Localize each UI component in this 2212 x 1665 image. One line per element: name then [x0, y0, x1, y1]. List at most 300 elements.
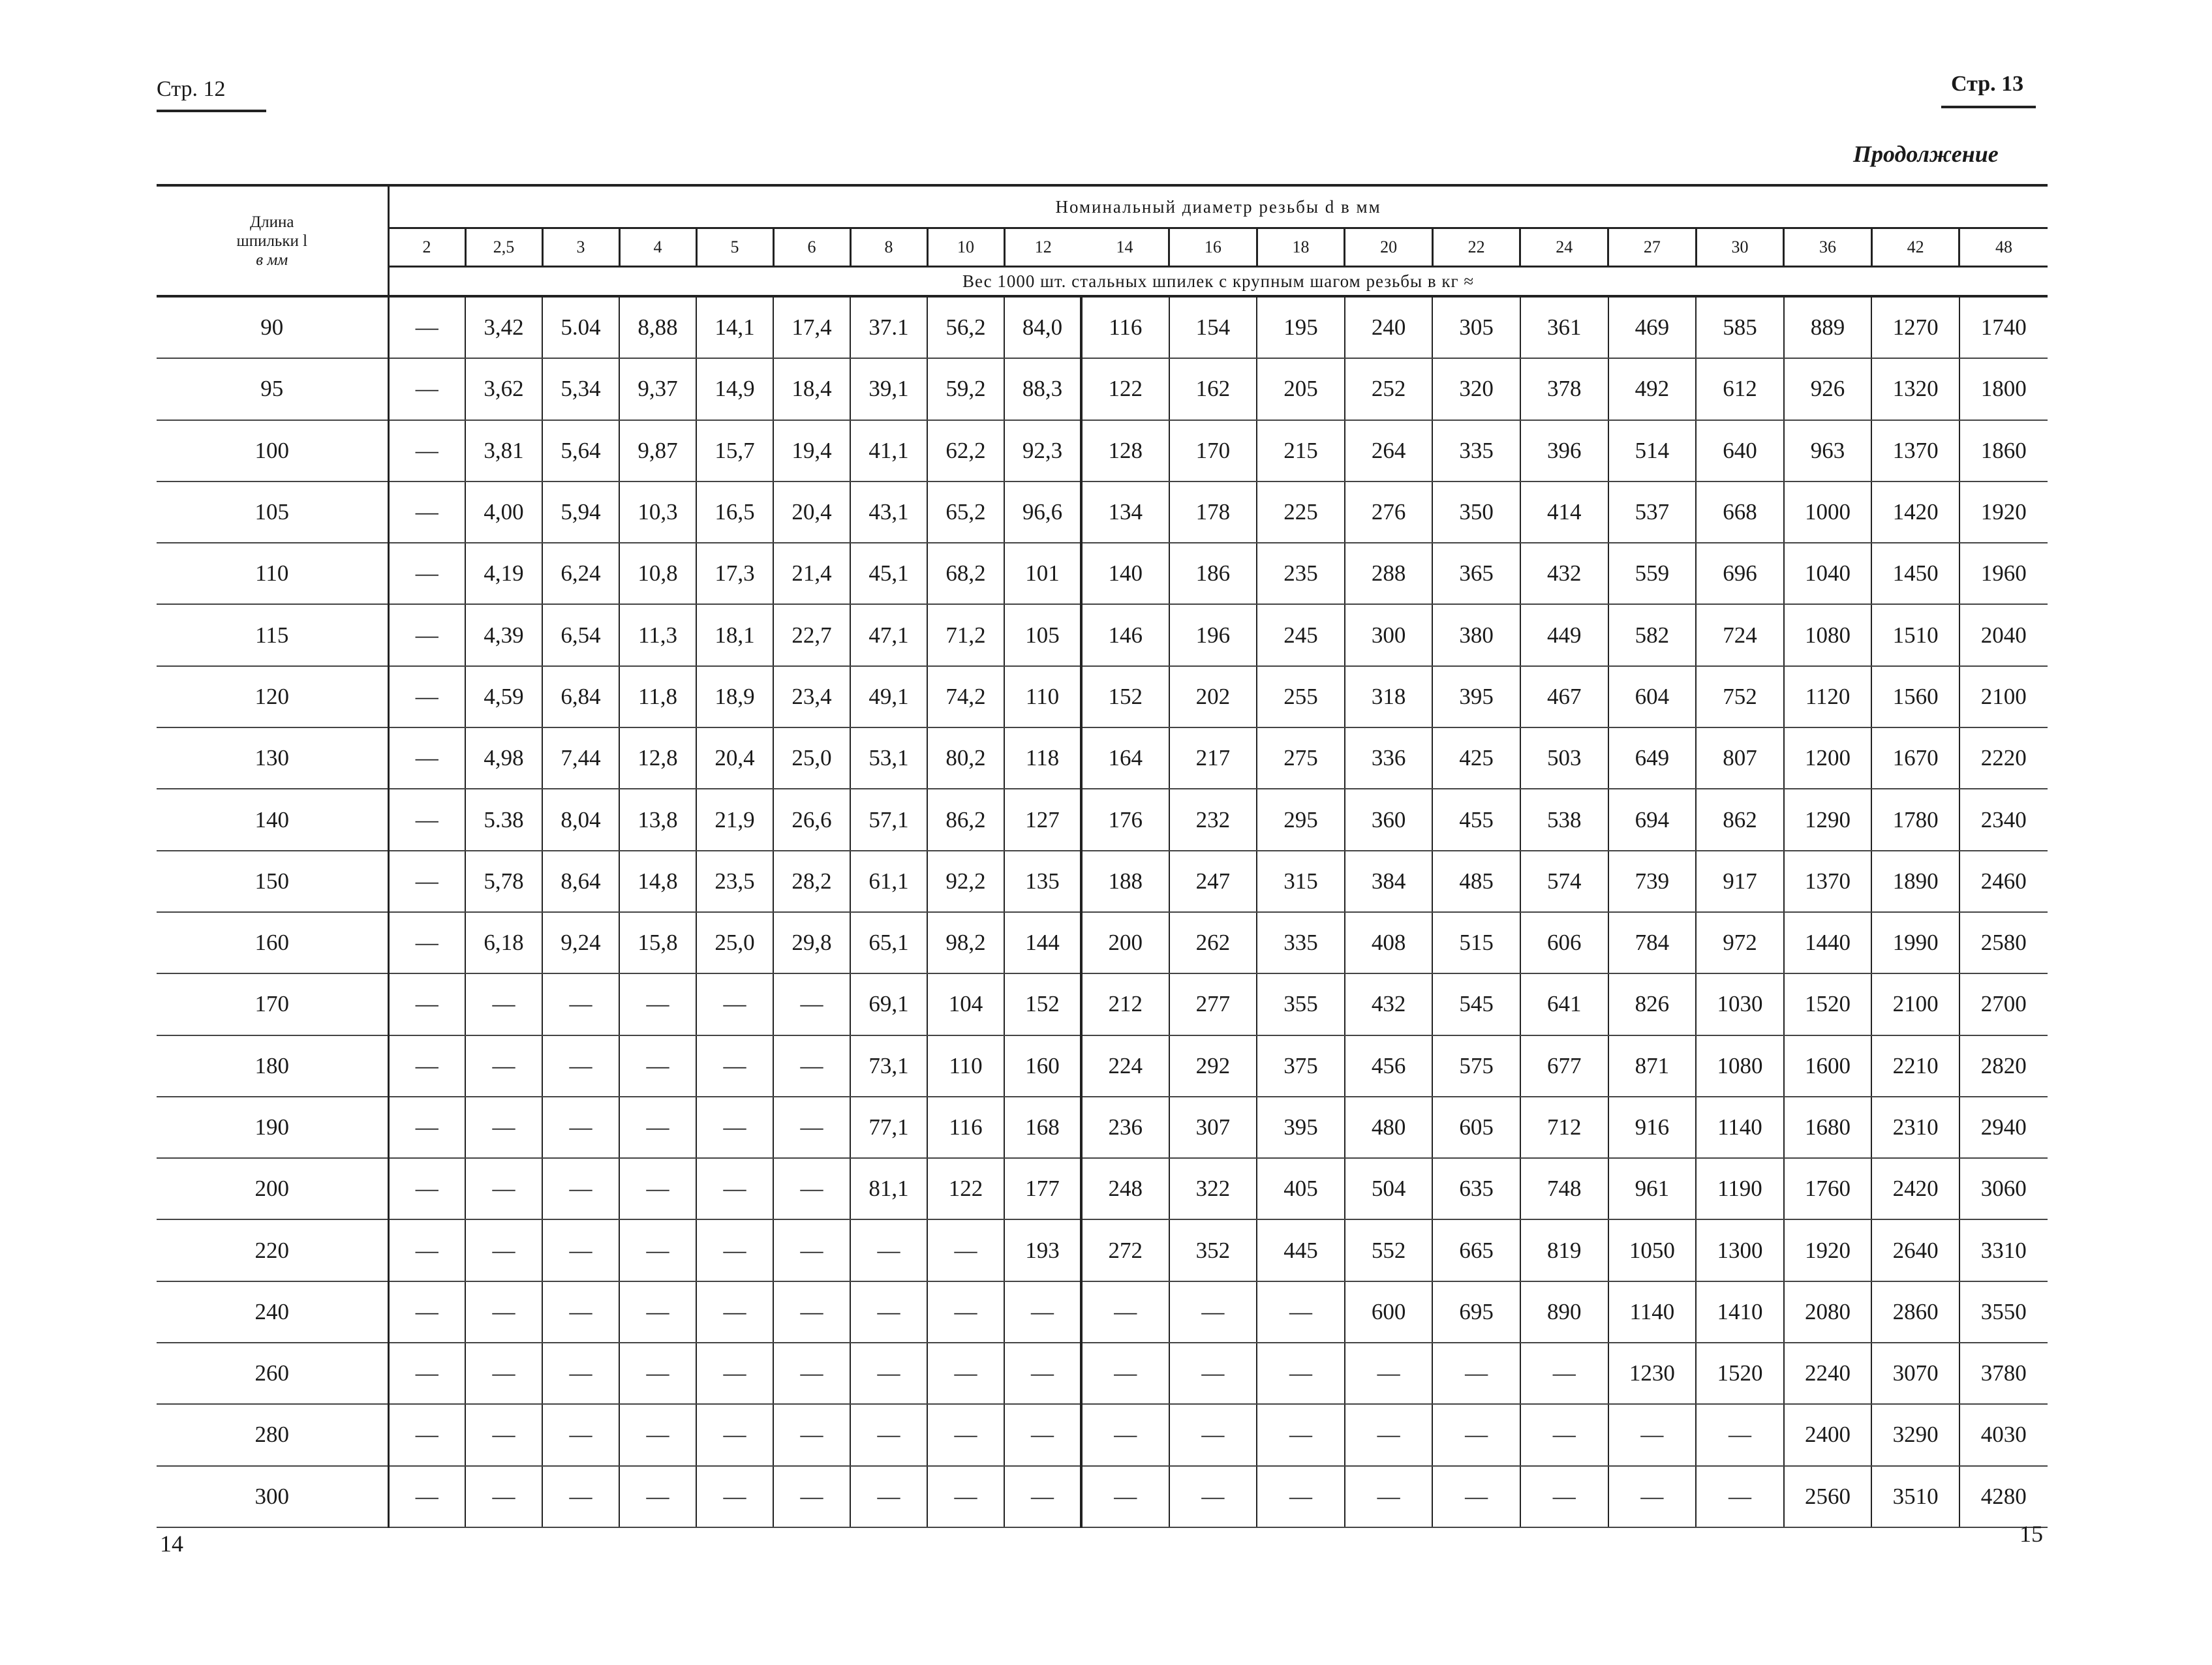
weight-cell: 890	[1520, 1281, 1608, 1343]
left-page-header: Стр. 12	[157, 77, 226, 101]
weight-cell: 23,5	[696, 851, 773, 912]
weight-cell: —	[619, 973, 696, 1035]
weight-cell: 378	[1520, 358, 1608, 420]
weight-cell: 1560	[1871, 666, 1959, 727]
weight-cell: 5,94	[542, 481, 619, 543]
weight-cell: 425	[1432, 727, 1520, 789]
left-header-rule	[157, 110, 266, 112]
weight-cell: 135	[1004, 851, 1081, 912]
weight-cell: 15,7	[696, 420, 773, 481]
diameter-header-cell: 8	[850, 228, 927, 267]
weight-cell: 1510	[1871, 604, 1959, 665]
weight-cell: 862	[1696, 789, 1784, 850]
weight-cell: 665	[1432, 1219, 1520, 1281]
weight-cell: 677	[1520, 1035, 1608, 1097]
weight-cell: —	[927, 1343, 1004, 1404]
weight-cell: 20,4	[773, 481, 850, 543]
diameter-header-cell: 12	[1004, 228, 1081, 267]
weight-cell: 469	[1608, 296, 1697, 358]
weight-cell: —	[542, 1158, 619, 1219]
weight-cell: 1860	[1959, 420, 2048, 481]
weight-cell: 352	[1169, 1219, 1257, 1281]
weight-cell: 45,1	[850, 543, 927, 604]
weight-cell: 288	[1345, 543, 1433, 604]
weight-cell: 504	[1345, 1158, 1433, 1219]
weight-cell: 1410	[1696, 1281, 1784, 1343]
weight-cell: 14,9	[696, 358, 773, 420]
weight-cell: 1140	[1608, 1281, 1697, 1343]
weight-cell: 1370	[1871, 420, 1959, 481]
weight-cell: 20,4	[696, 727, 773, 789]
weight-cell: —	[773, 1343, 850, 1404]
weight-cell: —	[1608, 1466, 1697, 1527]
weight-cell: —	[542, 1466, 619, 1527]
length-cell: 150	[157, 851, 388, 912]
weight-cell: —	[850, 1281, 927, 1343]
weight-cell: 247	[1169, 851, 1257, 912]
weight-cell: 11,3	[619, 604, 696, 665]
weight-cell: 492	[1608, 358, 1697, 420]
weight-cell: 177	[1004, 1158, 1081, 1219]
weight-cell: —	[850, 1343, 927, 1404]
weight-cell: —	[696, 1343, 773, 1404]
weight-cell: 18,4	[773, 358, 850, 420]
weight-cell: 116	[927, 1097, 1004, 1158]
weight-cell: 315	[1257, 851, 1345, 912]
weight-cell: —	[1257, 1343, 1345, 1404]
weight-cell: 122	[927, 1158, 1004, 1219]
weight-cell: 1080	[1784, 604, 1872, 665]
weight-cell: —	[696, 1035, 773, 1097]
weight-cell: 455	[1432, 789, 1520, 850]
weight-cell: 164	[1081, 727, 1169, 789]
weight-cell: 96,6	[1004, 481, 1081, 543]
weight-cell: 5,64	[542, 420, 619, 481]
weight-cell: 18,9	[696, 666, 773, 727]
weight-cell: 336	[1345, 727, 1433, 789]
weight-cell: —	[1520, 1404, 1608, 1465]
weight-cell: —	[773, 1404, 850, 1465]
weight-cell: 217	[1169, 727, 1257, 789]
weight-cell: —	[388, 420, 465, 481]
length-header-line-2: шпильки l	[236, 232, 308, 250]
weight-cell: 485	[1432, 851, 1520, 912]
weight-cell: 245	[1257, 604, 1345, 665]
weight-cell: 73,1	[850, 1035, 927, 1097]
weight-cell: 2400	[1784, 1404, 1872, 1465]
weight-cell: —	[465, 1035, 542, 1097]
length-cell: 180	[157, 1035, 388, 1097]
weight-cell: 3070	[1871, 1343, 1959, 1404]
weight-cell: 19,4	[773, 420, 850, 481]
weight-cell: 405	[1257, 1158, 1345, 1219]
weight-cell: 84,0	[1004, 296, 1081, 358]
weight-cell: —	[465, 1158, 542, 1219]
weight-cell: 696	[1696, 543, 1784, 604]
weight-cell: 53,1	[850, 727, 927, 789]
weight-cell: 202	[1169, 666, 1257, 727]
length-cell: 115	[157, 604, 388, 665]
weight-cell: 65,1	[850, 912, 927, 973]
weight-cell: —	[619, 1343, 696, 1404]
weight-cell: 503	[1520, 727, 1608, 789]
length-cell: 130	[157, 727, 388, 789]
weight-cell: 408	[1345, 912, 1433, 973]
weight-cell: 604	[1608, 666, 1697, 727]
weight-cell: 195	[1257, 296, 1345, 358]
weight-cell: 276	[1345, 481, 1433, 543]
weight-cell: 3,62	[465, 358, 542, 420]
weight-cell: 1320	[1871, 358, 1959, 420]
weight-cell: —	[773, 1219, 850, 1281]
weight-cell: 98,2	[927, 912, 1004, 973]
weight-cell: 4,39	[465, 604, 542, 665]
weight-cell: 480	[1345, 1097, 1433, 1158]
table-row	[157, 1097, 2048, 1158]
diameter-header-cell: 14	[1081, 228, 1169, 267]
weight-cell: 3,42	[465, 296, 542, 358]
weight-cell: —	[696, 1219, 773, 1281]
weight-cell: 432	[1520, 543, 1608, 604]
diameter-header-cell: 16	[1169, 228, 1257, 267]
weight-cell: 4,59	[465, 666, 542, 727]
weight-cell: 236	[1081, 1097, 1169, 1158]
weight-cell: 140	[1081, 543, 1169, 604]
weight-cell: —	[542, 973, 619, 1035]
weight-cell: 275	[1257, 727, 1345, 789]
diameter-header-cell: 3	[542, 228, 619, 267]
weight-cell: 1190	[1696, 1158, 1784, 1219]
weight-cell: —	[927, 1219, 1004, 1281]
weight-cell: 105	[1004, 604, 1081, 665]
weight-cell: 170	[1169, 420, 1257, 481]
weight-cell: 264	[1345, 420, 1433, 481]
weight-cell: —	[1081, 1466, 1169, 1527]
weight-cell: 2100	[1959, 666, 2048, 727]
weight-cell: 178	[1169, 481, 1257, 543]
weight-cell: 1780	[1871, 789, 1959, 850]
weight-cell: 514	[1608, 420, 1697, 481]
weight-cell: —	[1257, 1281, 1345, 1343]
weight-cell: 2220	[1959, 727, 2048, 789]
weight-cell: 292	[1169, 1035, 1257, 1097]
weight-cell: 668	[1696, 481, 1784, 543]
weight-cell: 62,2	[927, 420, 1004, 481]
weight-cell: —	[1004, 1466, 1081, 1527]
weight-cell: 784	[1608, 912, 1697, 973]
weight-cell: 8,64	[542, 851, 619, 912]
weight-cell: 963	[1784, 420, 1872, 481]
weight-cell: 1960	[1959, 543, 2048, 604]
weight-cell: 9,87	[619, 420, 696, 481]
weight-cell: 188	[1081, 851, 1169, 912]
weight-cell: 5,78	[465, 851, 542, 912]
weight-cell: 272	[1081, 1219, 1169, 1281]
weight-cell: —	[1432, 1343, 1520, 1404]
weight-cell: 71,2	[927, 604, 1004, 665]
weight-cell: 196	[1169, 604, 1257, 665]
weight-cell: —	[696, 1281, 773, 1343]
weight-cell: —	[1004, 1281, 1081, 1343]
weight-cell: —	[927, 1281, 1004, 1343]
weight-cell: 2420	[1871, 1158, 1959, 1219]
weight-cell: 6,24	[542, 543, 619, 604]
weight-cell: 2040	[1959, 604, 2048, 665]
weight-cell: 49,1	[850, 666, 927, 727]
weight-cell: 559	[1608, 543, 1697, 604]
weight-cell: —	[388, 789, 465, 850]
weight-cell: 1040	[1784, 543, 1872, 604]
weight-cell: 154	[1169, 296, 1257, 358]
weight-cell: 395	[1432, 666, 1520, 727]
weight-cell: —	[388, 1281, 465, 1343]
weight-cell: —	[388, 358, 465, 420]
weight-cell: —	[465, 1281, 542, 1343]
weight-cell: 1600	[1784, 1035, 1872, 1097]
weight-cell: —	[388, 727, 465, 789]
weight-cell: —	[1696, 1404, 1784, 1465]
weight-cell: 14,1	[696, 296, 773, 358]
weight-cell: 252	[1345, 358, 1433, 420]
weight-cell: —	[773, 1281, 850, 1343]
length-cell: 300	[157, 1466, 388, 1527]
weight-cell: —	[1520, 1466, 1608, 1527]
weight-cell: 47,1	[850, 604, 927, 665]
length-cell: 200	[157, 1158, 388, 1219]
table-row	[157, 1219, 2048, 1281]
weight-cell: —	[1169, 1281, 1257, 1343]
diameter-header-cell: 10	[927, 228, 1004, 267]
weight-cell: —	[619, 1097, 696, 1158]
length-cell: 90	[157, 296, 388, 358]
weight-cell: 4,98	[465, 727, 542, 789]
diameter-header-cell: 48	[1959, 228, 2048, 267]
weight-cell: 12,8	[619, 727, 696, 789]
length-column-header	[157, 185, 388, 296]
weight-cell: 8,88	[619, 296, 696, 358]
table-row	[157, 912, 2048, 973]
weight-cell: 21,9	[696, 789, 773, 850]
weight-cell: 9,24	[542, 912, 619, 973]
weight-cell: 68,2	[927, 543, 1004, 604]
weight-cell: 917	[1696, 851, 1784, 912]
weight-cell: 384	[1345, 851, 1433, 912]
weight-cell: —	[619, 1466, 696, 1527]
weight-cell: 449	[1520, 604, 1608, 665]
weight-cell: —	[619, 1404, 696, 1465]
weight-cell: 1030	[1696, 973, 1784, 1035]
weight-cell: —	[773, 973, 850, 1035]
table-row	[157, 789, 2048, 850]
weight-cell: 871	[1608, 1035, 1697, 1097]
weight-cell: 537	[1608, 481, 1697, 543]
weight-cell: 225	[1257, 481, 1345, 543]
diameter-header-cell: 18	[1257, 228, 1345, 267]
weight-cell: —	[388, 1035, 465, 1097]
weight-cell: —	[773, 1158, 850, 1219]
weight-cell: —	[388, 851, 465, 912]
weight-cell: 200	[1081, 912, 1169, 973]
weight-cell: —	[696, 1404, 773, 1465]
weight-cell: 74,2	[927, 666, 1004, 727]
weight-cell: 641	[1520, 973, 1608, 1035]
weight-cell: 1920	[1784, 1219, 1872, 1281]
weight-cell: 360	[1345, 789, 1433, 850]
weight-cell: 2460	[1959, 851, 2048, 912]
weight-cell: 2580	[1959, 912, 2048, 973]
weight-cell: 162	[1169, 358, 1257, 420]
weight-cell: —	[542, 1219, 619, 1281]
table-row	[157, 727, 2048, 789]
diameter-header-cell: 27	[1608, 228, 1697, 267]
length-cell: 190	[157, 1097, 388, 1158]
weight-cell: 9,37	[619, 358, 696, 420]
left-page-number: 14	[160, 1531, 183, 1557]
weight-cell: —	[696, 1097, 773, 1158]
weight-cell: 232	[1169, 789, 1257, 850]
weight-cell: 39,1	[850, 358, 927, 420]
table-row	[157, 973, 2048, 1035]
right-page-header: Стр. 13	[1951, 72, 2024, 96]
weight-cell: 826	[1608, 973, 1697, 1035]
diameter-header-cell: 6	[773, 228, 850, 267]
weight-cell: 25,0	[773, 727, 850, 789]
weight-cell: 2340	[1959, 789, 2048, 850]
weight-cell: 14,8	[619, 851, 696, 912]
weight-cell: 5.04	[542, 296, 619, 358]
weight-cell: 807	[1696, 727, 1784, 789]
weight-cell: 889	[1784, 296, 1872, 358]
weight-cell: 3510	[1871, 1466, 1959, 1527]
weight-cell: 1140	[1696, 1097, 1784, 1158]
weight-cell: 65,2	[927, 481, 1004, 543]
nominal-diameter-header: Номинальный диаметр резьбы d в мм	[388, 185, 2048, 228]
weight-cell: 3550	[1959, 1281, 2048, 1343]
length-header-line-1: Длина	[250, 213, 294, 231]
weight-cell: 3310	[1959, 1219, 2048, 1281]
weight-cell: 22,7	[773, 604, 850, 665]
weight-cell: 2940	[1959, 1097, 2048, 1158]
weight-cell: 1120	[1784, 666, 1872, 727]
weight-cell: 600	[1345, 1281, 1433, 1343]
weight-cell: 1290	[1784, 789, 1872, 850]
weight-cell: 335	[1432, 420, 1520, 481]
weight-cell: 6,18	[465, 912, 542, 973]
length-cell: 220	[157, 1219, 388, 1281]
weight-cell: 320	[1432, 358, 1520, 420]
weight-cell: 1520	[1784, 973, 1872, 1035]
weight-cell: 380	[1432, 604, 1520, 665]
weight-cell: 640	[1696, 420, 1784, 481]
weight-cell: 5.38	[465, 789, 542, 850]
weight-cell: 2640	[1871, 1219, 1959, 1281]
weight-cell: 4,19	[465, 543, 542, 604]
weight-cell: 1680	[1784, 1097, 1872, 1158]
weight-cell: 2820	[1959, 1035, 2048, 1097]
weight-cell: —	[1345, 1466, 1433, 1527]
weight-cell: 116	[1081, 296, 1169, 358]
weight-cell: 81,1	[850, 1158, 927, 1219]
weight-cell: —	[1004, 1343, 1081, 1404]
weight-cell: 739	[1608, 851, 1697, 912]
weight-cell: 712	[1520, 1097, 1608, 1158]
weight-cell: 205	[1257, 358, 1345, 420]
weight-cell: 1760	[1784, 1158, 1872, 1219]
weight-cell: 23,4	[773, 666, 850, 727]
weight-cell: —	[1081, 1343, 1169, 1404]
table-body	[157, 296, 2048, 1527]
weight-cell: 15,8	[619, 912, 696, 973]
weight-cell: —	[1169, 1466, 1257, 1527]
weight-cell: —	[619, 1281, 696, 1343]
weight-cell: 43,1	[850, 481, 927, 543]
weight-cell: 262	[1169, 912, 1257, 973]
table-row	[157, 1281, 2048, 1343]
weight-cell: 6,54	[542, 604, 619, 665]
right-header-rule	[1941, 106, 2036, 108]
weight-cell: —	[388, 973, 465, 1035]
weight-cell: 612	[1696, 358, 1784, 420]
weight-cell: 515	[1432, 912, 1520, 973]
weight-cell: 104	[927, 973, 1004, 1035]
table-row	[157, 604, 2048, 665]
table-row	[157, 1158, 2048, 1219]
weight-cell: —	[542, 1035, 619, 1097]
weight-cell: —	[850, 1404, 927, 1465]
stud-weight-table	[157, 184, 2048, 1528]
weight-header: Вес 1000 шт. стальных шпилек с крупным шагом резьбы в кг ≈	[388, 267, 2048, 297]
weight-cell: 176	[1081, 789, 1169, 850]
weight-cell: 432	[1345, 973, 1433, 1035]
weight-cell: 414	[1520, 481, 1608, 543]
weight-cell: 335	[1257, 912, 1345, 973]
diameter-header-cell: 42	[1871, 228, 1959, 267]
weight-cell: 11,8	[619, 666, 696, 727]
length-cell: 95	[157, 358, 388, 420]
weight-cell: 961	[1608, 1158, 1697, 1219]
weight-cell: 1420	[1871, 481, 1959, 543]
weight-cell: —	[542, 1343, 619, 1404]
weight-cell: 16,5	[696, 481, 773, 543]
weight-cell: —	[388, 1466, 465, 1527]
weight-cell: 300	[1345, 604, 1433, 665]
weight-cell: 305	[1432, 296, 1520, 358]
weight-cell: 59,2	[927, 358, 1004, 420]
weight-cell: 575	[1432, 1035, 1520, 1097]
table-row	[157, 296, 2048, 358]
weight-cell: 2310	[1871, 1097, 1959, 1158]
length-header-line-3: в мм	[256, 251, 288, 269]
diameter-header-cell: 20	[1345, 228, 1433, 267]
weight-cell: 215	[1257, 420, 1345, 481]
weight-cell: —	[1520, 1343, 1608, 1404]
weight-cell: 2100	[1871, 973, 1959, 1035]
weight-cell: 26,6	[773, 789, 850, 850]
weight-cell: 4,00	[465, 481, 542, 543]
weight-cell: 235	[1257, 543, 1345, 604]
weight-cell: —	[388, 1404, 465, 1465]
weight-cell: 8,04	[542, 789, 619, 850]
weight-cell: —	[388, 1158, 465, 1219]
weight-cell: 86,2	[927, 789, 1004, 850]
weight-cell: 1230	[1608, 1343, 1697, 1404]
weight-cell: 146	[1081, 604, 1169, 665]
weight-cell: 395	[1257, 1097, 1345, 1158]
table-row	[157, 1466, 2048, 1527]
weight-cell: 4030	[1959, 1404, 2048, 1465]
weight-cell: —	[1257, 1466, 1345, 1527]
diameter-header-cell: 2,5	[465, 228, 542, 267]
